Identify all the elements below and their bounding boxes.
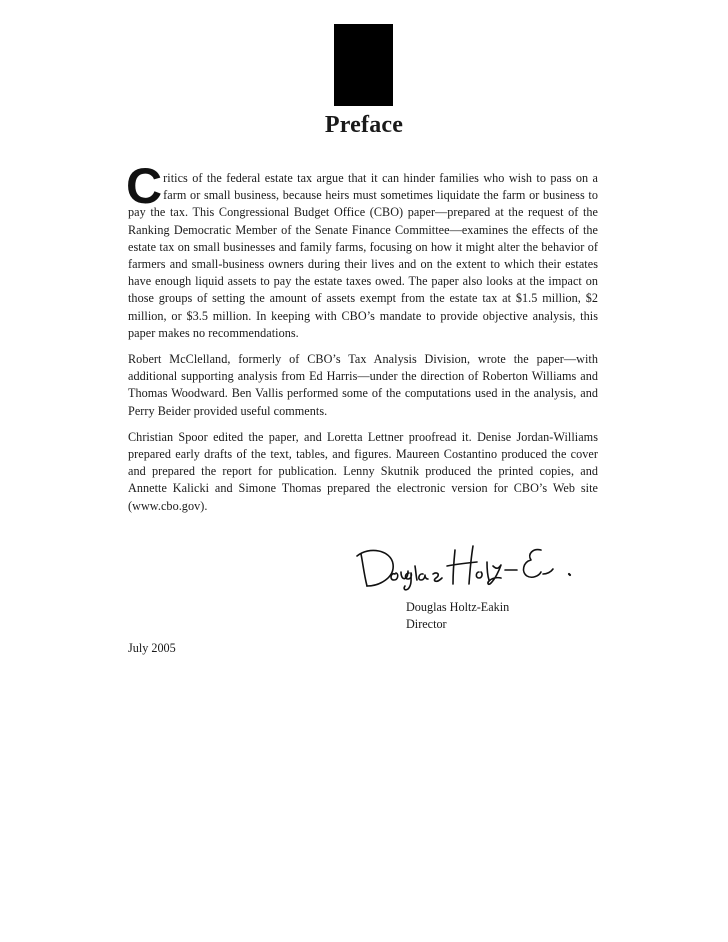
- signature-image: [355, 540, 580, 598]
- drop-cap: C: [126, 158, 163, 214]
- production-paragraph: Christian Spoor edited the paper, and Loretta Lettner proofread it. Denise Jordan-Williams prepared early drafts of the text, tables, and figures. Maureen Costantino produced the cover and prepared the report for publication. Lenny Skutnik produced the printed copies, and Annette Kalicki and Simone Thomas prepared the electronic version for CBO’s Web site (www.cbo.gov).: [128, 429, 598, 513]
- decorative-black-block: [334, 24, 393, 106]
- document-date: July 2005: [128, 641, 176, 655]
- signatory-name: Douglas Holtz-Eakin: [406, 600, 510, 614]
- body-text: [126, 158, 598, 524]
- intro-paragraph: [126, 158, 598, 342]
- intro-text: ritics of the federal estate tax argue that it can hinder families who wish to pass on a farm or small business, because heirs must sometimes liquidate the farm or business to pay the tax. This Congressional Budget Office (CBO) paper—prepared at the request of the Ranking Democratic Member of the Senate Finance Committee—examines the effects of the estate tax on small businesses and family farms, focusing on how it might alter the behavior of farmers and small-business owners during their lives and on the extent to which their estates have enough liquid assets to pay the estate taxes owed. The paper also looks at the impact on those groups of setting the amount of assets exempt from the estate tax at $1.5 million, $2 million, or $3.5 million. In keeping with CBO’s mandate to provide objective analysis, this paper makes no recommendations.: [128, 171, 598, 340]
- signatory-role: Director: [406, 617, 447, 631]
- signatory-block: [406, 599, 509, 633]
- credits-paragraph: Robert McClelland, formerly of CBO’s Tax Analysis Division, wrote the paper—with additional supporting analysis from Ed Harris—under the direction of Roberton Williams and Thomas Woodward. Ben Vallis performed some of the computations used in the analysis, and Perry Beider provided useful comments.: [128, 352, 598, 418]
- page-title: Preface: [324, 112, 404, 138]
